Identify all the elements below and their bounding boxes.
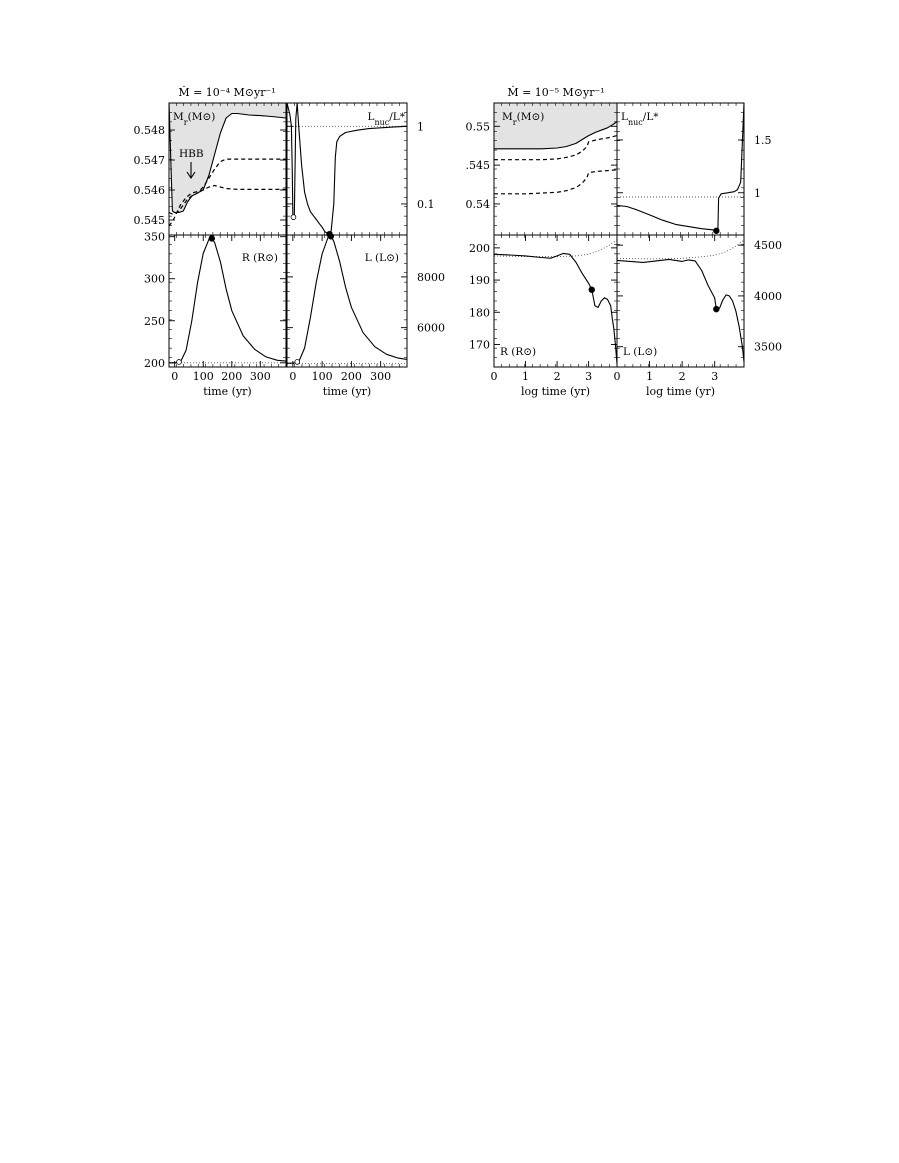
y-tick-label: 1.5 — [754, 133, 772, 147]
x-tick-label: 2 — [678, 370, 686, 383]
y-tick-label: 6000 — [417, 321, 445, 335]
panel-a3 — [144, 231, 286, 398]
panel-label: $L_{nuc}/L*$ — [621, 111, 659, 127]
data-marker-0 — [714, 306, 720, 312]
x-tick-label: 0 — [171, 370, 179, 383]
x-axis-label: time (yr) — [203, 385, 252, 398]
series-line-0 — [617, 240, 744, 259]
data-marker-1 — [295, 360, 300, 365]
y-tick-label: 250 — [144, 314, 165, 328]
x-tick-label: 0 — [613, 370, 621, 383]
x-tick-label: 3 — [585, 370, 593, 383]
x-tick-label: 3 — [711, 370, 719, 383]
data-marker-1 — [177, 360, 182, 365]
x-axis-label: time (yr) — [322, 385, 372, 398]
y-tick-label: 4000 — [754, 289, 782, 303]
y-tick-label: 0.54 — [465, 197, 490, 211]
panel-label: $M_r(M⊙)$ — [502, 111, 545, 127]
x-tick-label: 0 — [289, 370, 297, 383]
panel-a2 — [287, 103, 435, 237]
x-tick-label: 300 — [370, 370, 392, 383]
series-line-0 — [494, 240, 617, 257]
panel-label: L (L⊙) — [364, 252, 399, 264]
x-tick-label: 300 — [249, 370, 271, 383]
data-marker-0 — [328, 233, 334, 239]
panel-label: L (L⊙) — [623, 346, 658, 358]
y-tick-label: 350 — [144, 230, 165, 244]
x-tick-label: 1 — [646, 370, 654, 383]
x-axis-label: log time (yr) — [645, 385, 716, 398]
right-title: Ṁ = 10⁻⁵ M⊙yr⁻¹ — [507, 86, 605, 99]
data-marker-0 — [589, 287, 595, 293]
y-tick-label: 8000 — [417, 270, 445, 284]
y-tick-label: 200 — [469, 241, 490, 255]
y-tick-label: 190 — [469, 274, 490, 288]
data-marker-0 — [714, 228, 720, 234]
panel-label: $L_{nuc}/L*$ — [367, 111, 405, 127]
x-tick-label: 200 — [340, 370, 362, 383]
y-tick-label: 0.55 — [465, 120, 490, 134]
hbb-label: HBB — [179, 148, 204, 160]
y-tick-label: 0.545 — [133, 214, 165, 227]
left-title: Ṁ = 10⁻⁴ M⊙yr⁻¹ — [178, 86, 276, 99]
figure — [0, 0, 899, 420]
panels — [134, 103, 783, 398]
panel-b1 — [466, 103, 618, 235]
data-marker-0 — [209, 236, 215, 242]
curves — [617, 240, 744, 362]
y-tick-label: 300 — [144, 272, 165, 286]
y-tick-label: 3500 — [754, 340, 782, 354]
data-marker-1 — [291, 215, 296, 220]
x-tick-label: 200 — [221, 370, 243, 383]
x-axis-label: log time (yr) — [520, 385, 591, 398]
y-tick-label: 1 — [754, 186, 761, 200]
x-tick-label: 100 — [311, 370, 333, 383]
x-tick-label: 0 — [490, 370, 498, 383]
panel-b4 — [614, 235, 783, 398]
panel-label: R (R⊙) — [500, 346, 537, 358]
y-tick-label: 0.548 — [133, 124, 165, 137]
x-tick-label: 2 — [553, 370, 561, 383]
y-tick-label: 180 — [469, 306, 490, 320]
x-tick-label: 1 — [522, 370, 530, 383]
y-tick-label: 0.547 — [133, 154, 165, 167]
x-tick-label: 100 — [192, 370, 214, 383]
y-tick-label: 4500 — [754, 239, 782, 253]
panel-b2 — [617, 103, 772, 235]
panel-a1 — [134, 103, 287, 235]
panel-label: $M_r(M⊙)$ — [173, 111, 216, 127]
series-line-2 — [494, 170, 617, 194]
panel-label: R (R⊙) — [241, 252, 278, 264]
y-tick-label: .545 — [465, 159, 490, 173]
y-tick-label: 1 — [417, 120, 424, 134]
panel-a4 — [287, 233, 445, 398]
y-tick-label: 200 — [144, 356, 165, 370]
panel-b3 — [469, 235, 617, 398]
y-tick-label: 0.1 — [417, 197, 435, 211]
y-tick-label: 170 — [469, 338, 490, 352]
y-tick-label: 0.546 — [133, 184, 165, 197]
